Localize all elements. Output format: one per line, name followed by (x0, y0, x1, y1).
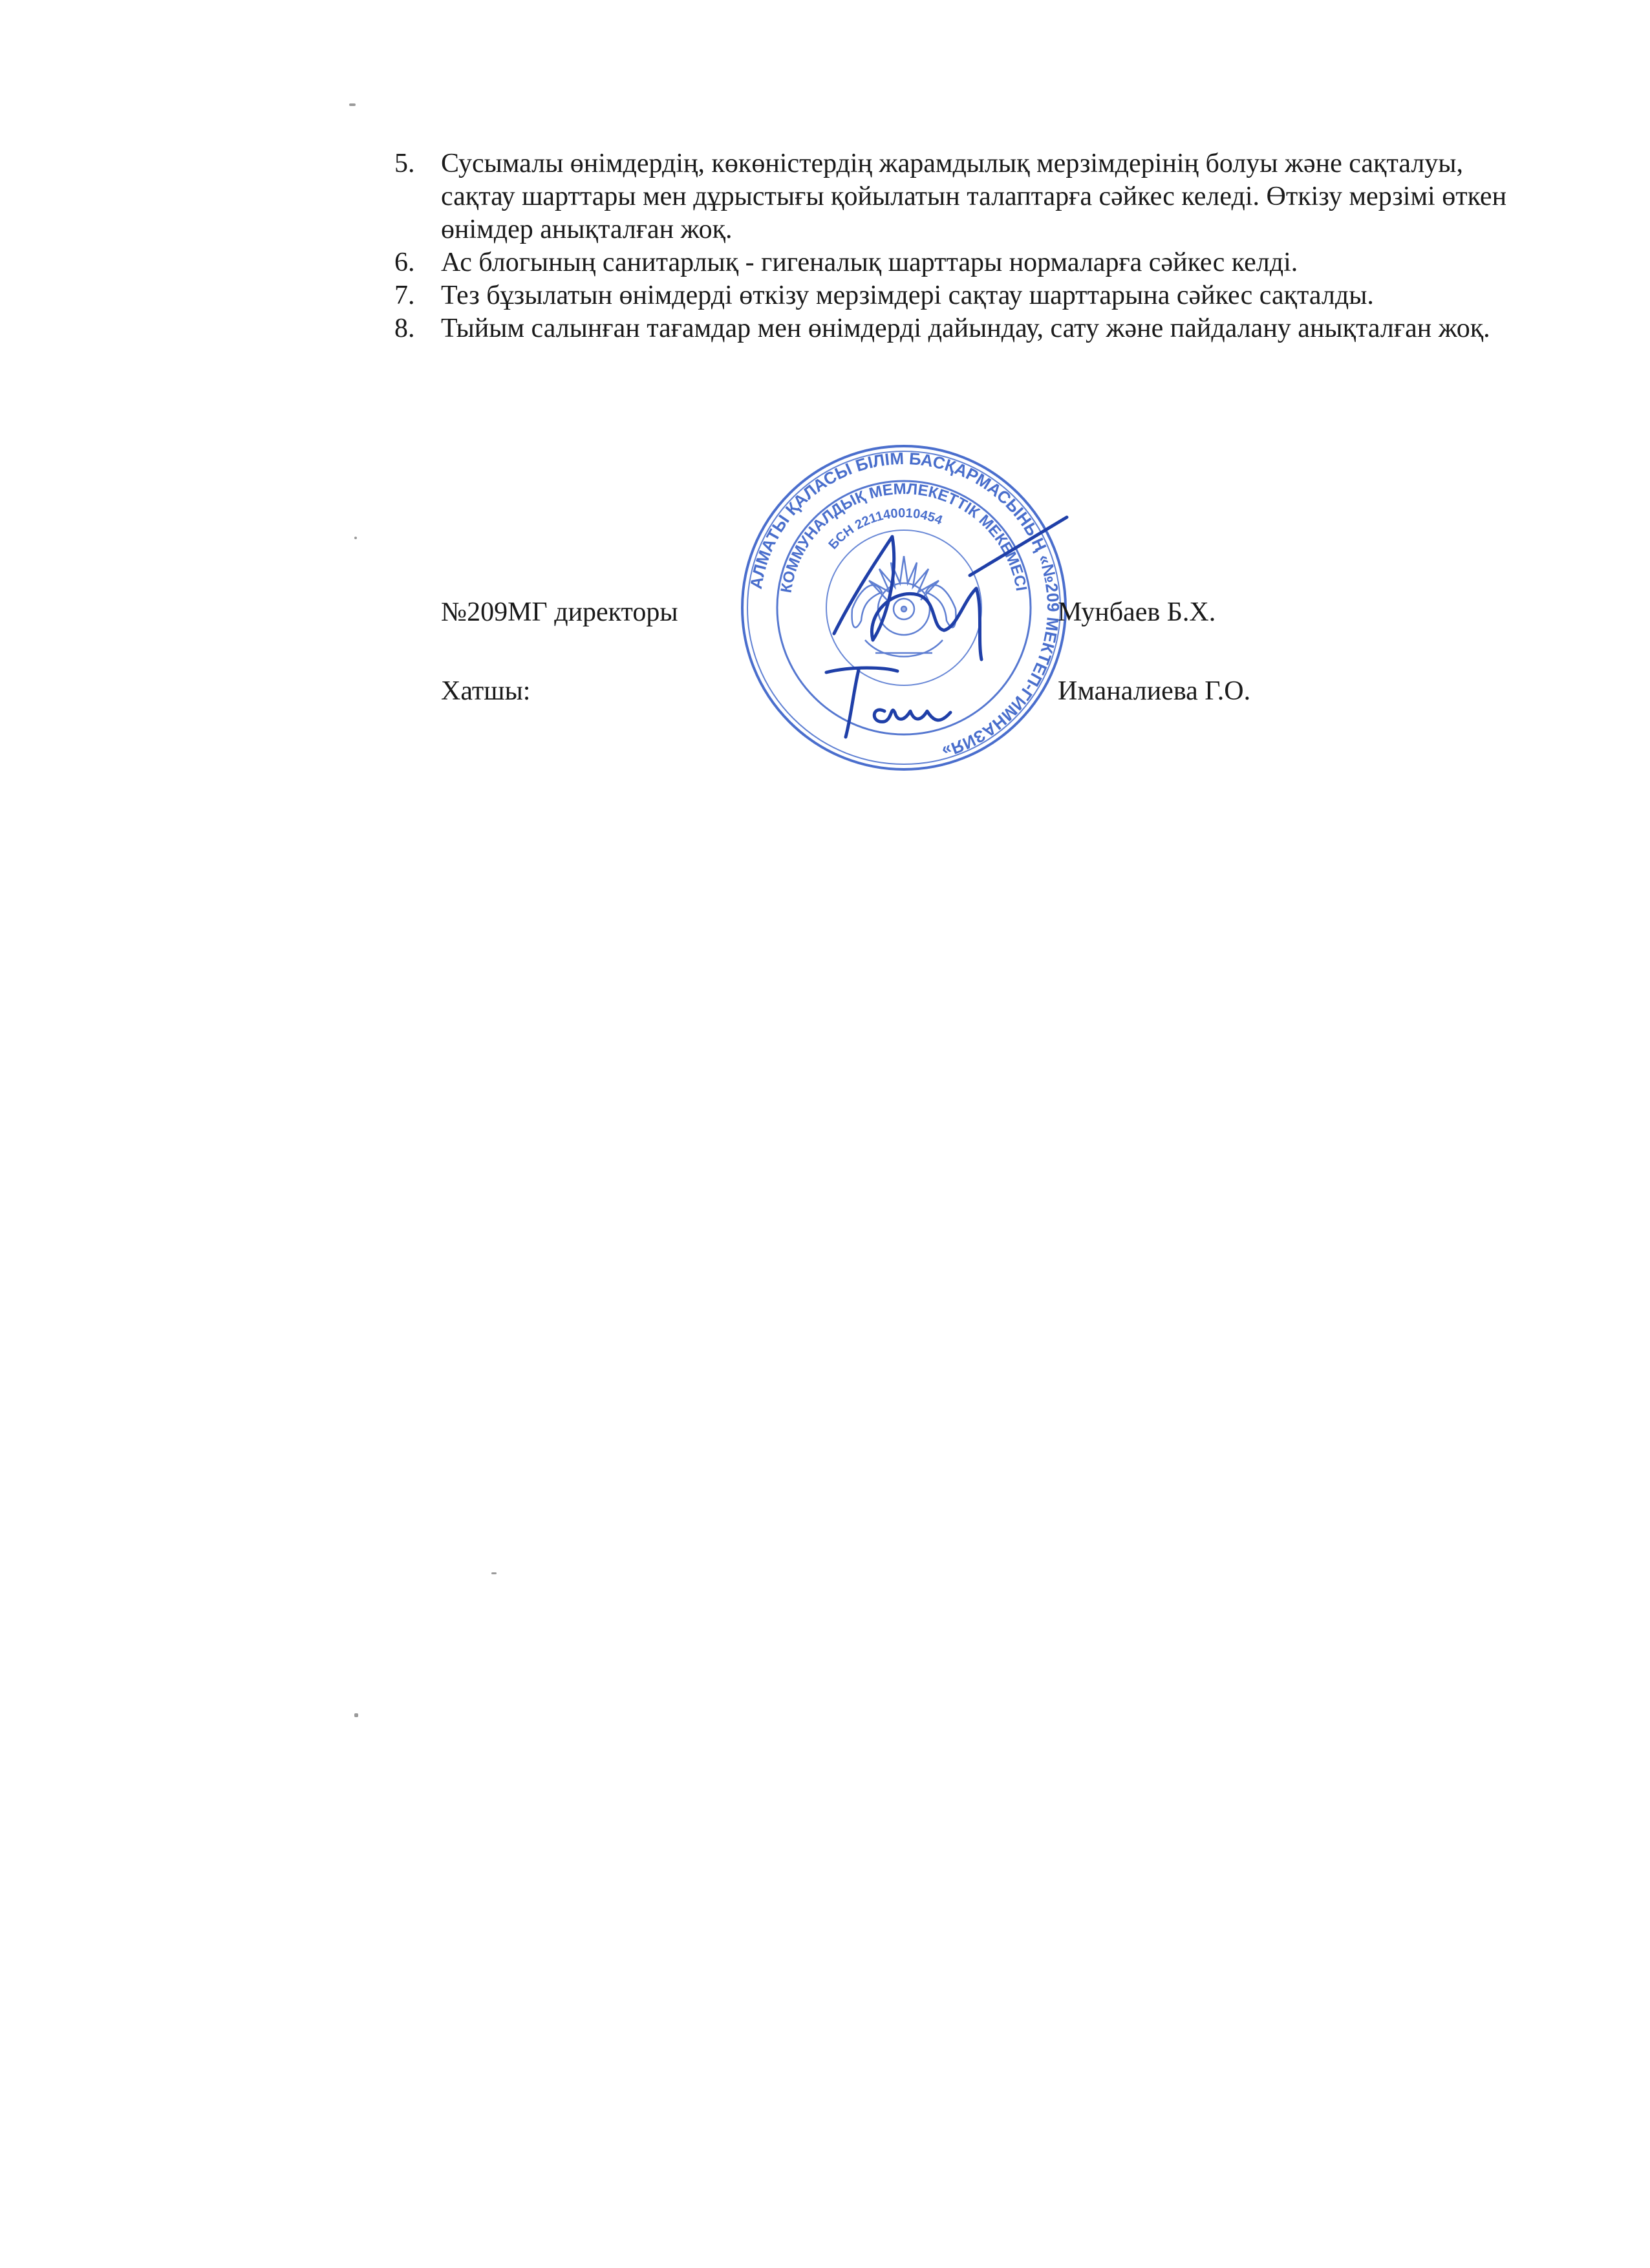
secretary-label: Хатшы: (441, 676, 531, 706)
item-text: Сусымалы өнімдердің, көкөністердің жарамдылық мерзімдерінің болуы және сақталуы, сақтау шарттары мен дұрыстығы қойылатын талаптарға сәйкес келеді. Өткізу мерзімі өткен өнімдер анықталған жоқ. (441, 149, 1507, 244)
stamp-outer-text: АЛМАТЫ ҚАЛАСЫ БІЛІМ БАСҚАРМАСЫНЫҢ «№209 МЕКТЕП-ГИМНАЗИЯ» (745, 448, 1064, 762)
scan-artifact (354, 1713, 358, 1717)
item-number: 7. (394, 281, 415, 310)
item-number: 5. (394, 149, 415, 178)
director-label: №209МГ директоры (441, 597, 678, 627)
scan-artifact (491, 1572, 497, 1574)
director-name: Мунбаев Б.Х. (1058, 597, 1216, 627)
list-item-7 (388, 279, 1539, 312)
stamp-inner-text: КОММУНАЛДЫҚ МЕМЛЕКЕТТІК МЕКЕМЕСІ (777, 480, 1030, 594)
list-item-6 (388, 246, 1539, 279)
item-text: Ас блогының санитарлық - гигеналық шарттары нормаларға сәйкес келді. (441, 248, 1298, 277)
scan-artifact (349, 103, 356, 106)
scan-artifact (354, 537, 357, 539)
list-item-8 (388, 312, 1539, 345)
director-signature-row (0, 596, 1650, 635)
item-text: Тез бұзылатын өнімдерді өткізу мерзімдері сақтау шарттарына сәйкес сақталды. (441, 281, 1374, 310)
secretary-name: Иманалиева Г.О. (1058, 676, 1251, 706)
secretary-signature-row (0, 675, 1650, 714)
item-text: Тыйым салынған тағамдар мен өнімдерді дайындау, сату және пайдалану анықталған жоқ. (441, 314, 1490, 343)
item-number: 6. (394, 248, 415, 277)
item-number: 8. (394, 314, 415, 343)
director-signature (808, 498, 1080, 679)
stamp-bin-text: БСН 221140010454 (826, 506, 945, 553)
list-item-5 (388, 147, 1539, 246)
findings-list (388, 147, 1539, 345)
